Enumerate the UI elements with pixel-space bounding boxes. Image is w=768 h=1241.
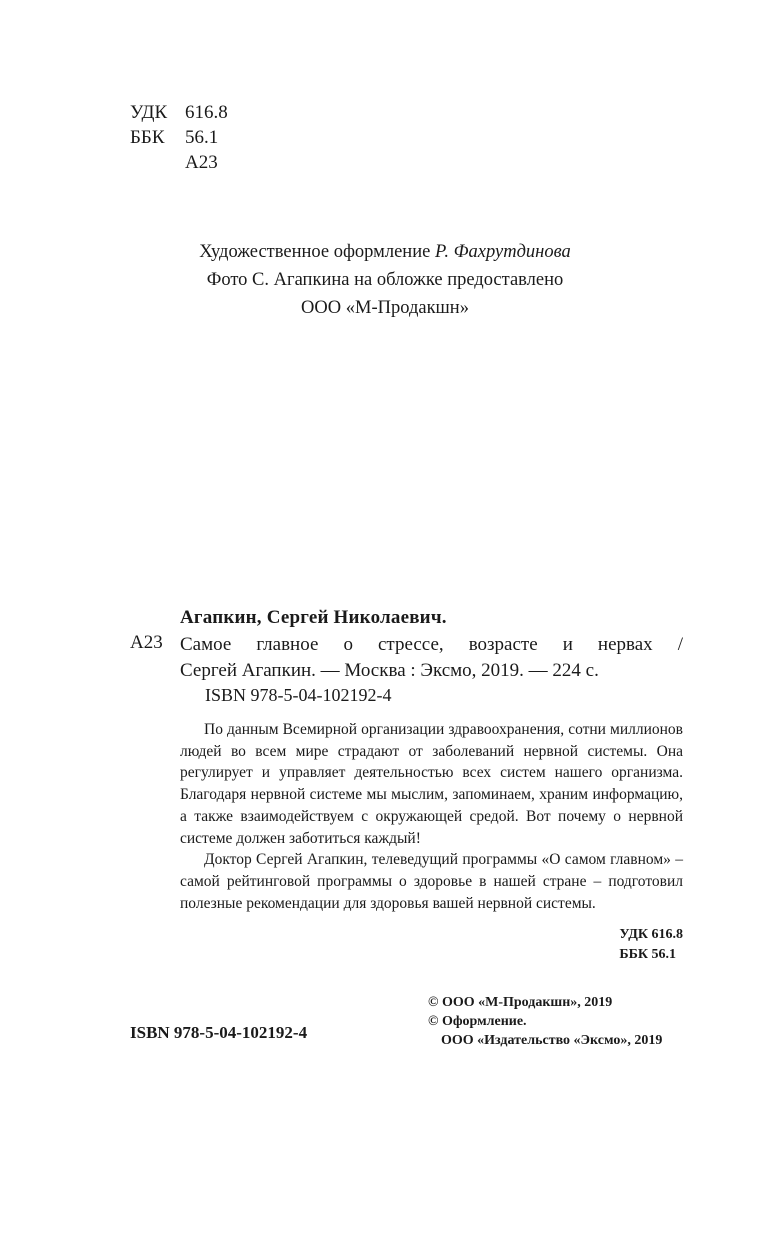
copyright-line-3: ООО «Издательство «Эксмо», 2019 xyxy=(441,1033,663,1048)
index-bbk: ББК 56.1 xyxy=(619,947,677,962)
designer-name: Р. Фахрутдинова xyxy=(434,242,571,262)
record-cipher: А23 xyxy=(130,632,163,653)
photo-credit: Фото С. Агапкина на обложке предоставлено xyxy=(206,270,564,290)
copyright-line-2: © Оформление. xyxy=(428,1014,527,1029)
udk-value: 616.8 xyxy=(185,102,228,123)
udk-row xyxy=(130,100,228,125)
photo-credit-company: ООО «М-Продакшн» xyxy=(301,298,469,318)
cipher-row xyxy=(130,150,228,175)
udk-label: УДК xyxy=(130,102,168,123)
annotation-paragraph-2: Доктор Сергей Агапкин, телеведущий программы «О самом главном» – самой рейтинговой программы о здоровье в нашей стране – подготовил полезные рекомендации для здоровья вашей нервной системы. xyxy=(180,851,683,912)
classification-block xyxy=(130,100,228,175)
bbk-value: 56.1 xyxy=(185,127,219,148)
bbk-row xyxy=(130,125,228,150)
annotation-paragraph-1: По данным Всемирной организации здравоохранения, сотни миллионов людей во всем мире страдают от заболеваний нервной системы. Она регулирует и управляет деятельностью всех систем нашего организма. Благодаря нервной системе мы мыслим, запоминаем, храним информацию, а также взаимодействуем с окружающей средой. Вот почему о нервной системе должен заботиться каждый! xyxy=(180,721,683,847)
index-udk: УДК 616.8 xyxy=(619,927,683,942)
isbn-bottom: ISBN 978-5-04-102192-4 xyxy=(130,1023,308,1042)
credits-block xyxy=(130,238,640,322)
design-credit xyxy=(130,238,640,266)
design-credit-text: Художественное оформление xyxy=(199,242,435,262)
copyright-line-1: © ООО «М-Продакшн», 2019 xyxy=(428,995,613,1010)
record-isbn: ISBN 978-5-04-102192-4 xyxy=(205,685,392,705)
index-codes xyxy=(619,925,683,965)
annotation xyxy=(180,719,683,914)
record-title xyxy=(180,632,683,684)
copyright-block xyxy=(428,993,662,1050)
record-author: Агапкин, Сергей Николаевич. xyxy=(180,607,447,628)
bbk-label: ББК xyxy=(130,127,165,148)
record-title-line2: Сергей Агапкин. — Москва : Эксмо, 2019. — 224 с. xyxy=(180,660,599,681)
record-title-line1: Самое главное о стрессе, возрасте и нервах / xyxy=(180,634,683,655)
author-cipher: А23 xyxy=(185,152,218,173)
